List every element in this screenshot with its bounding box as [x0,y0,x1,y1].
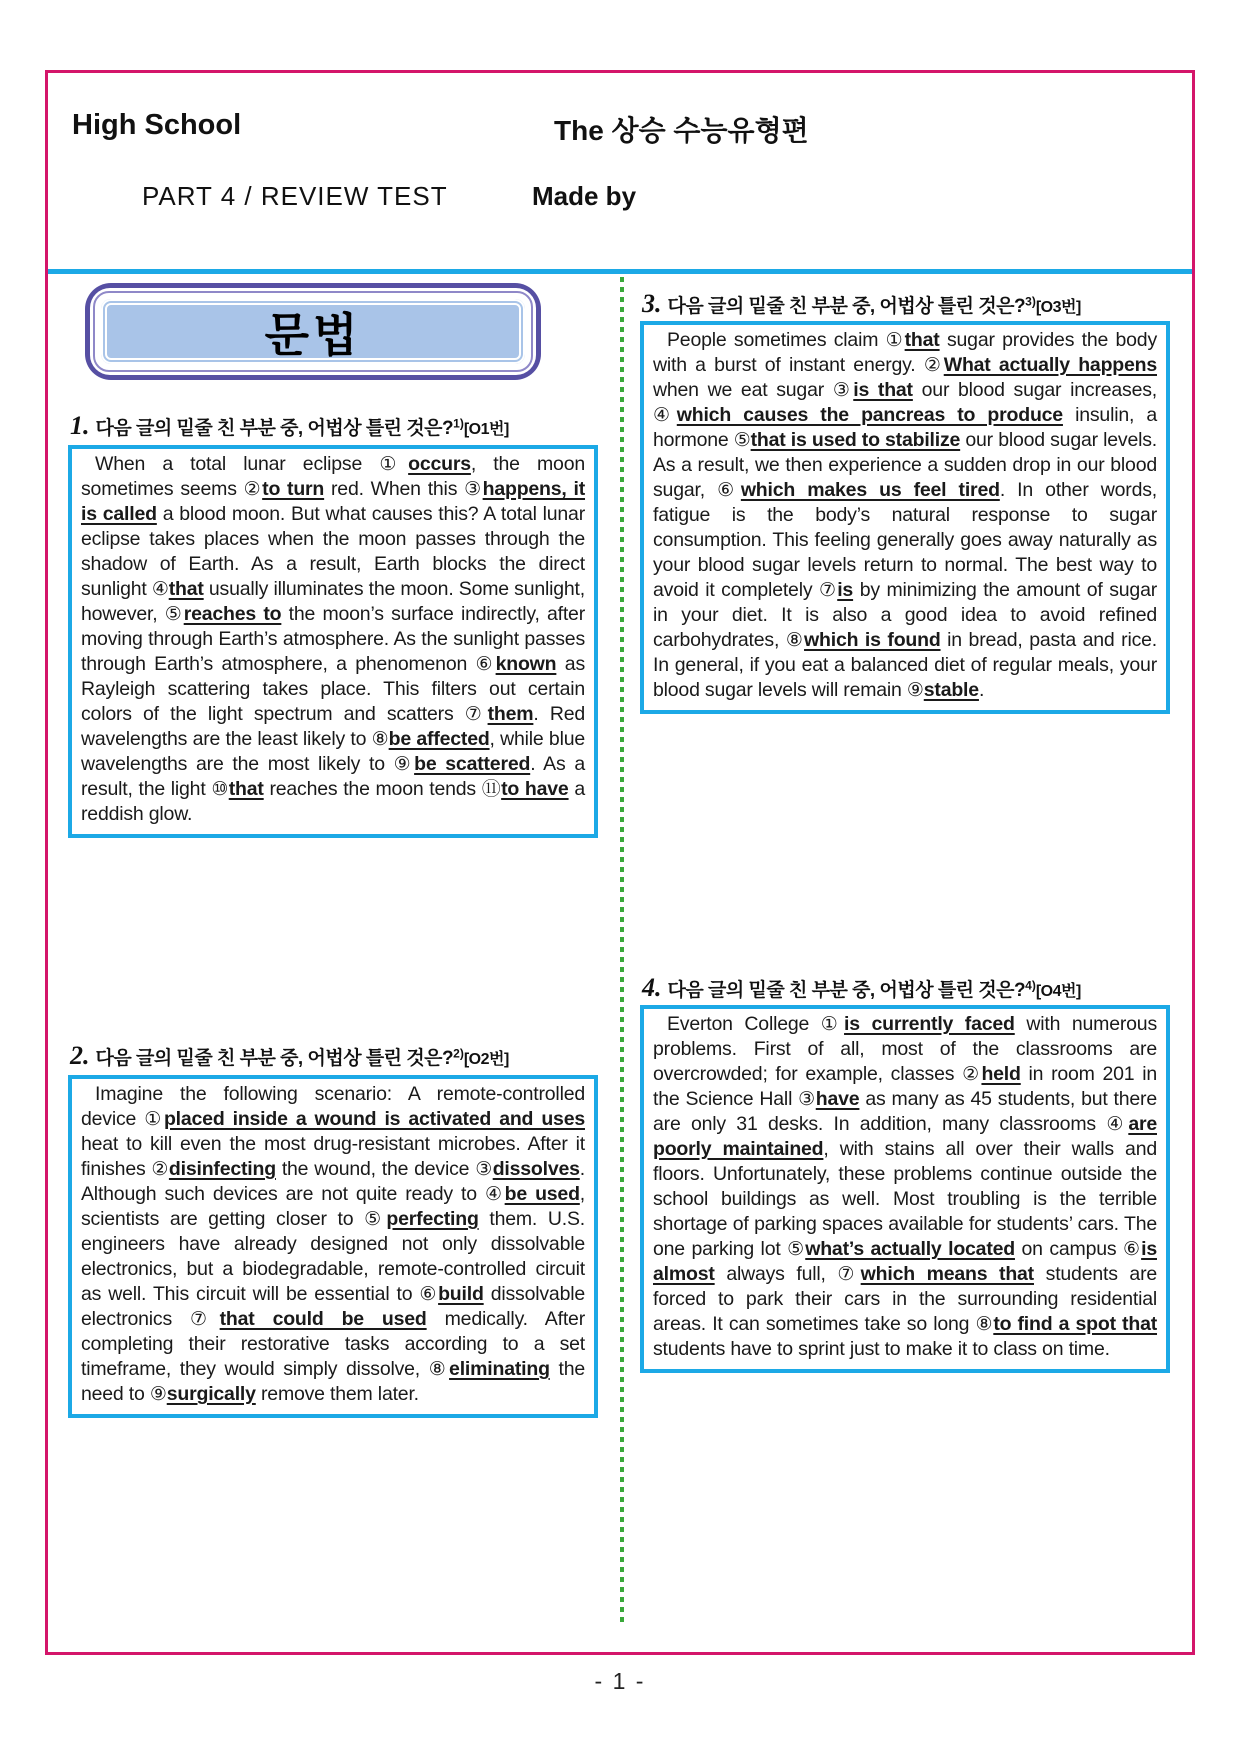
question-2-prompt: 다음 글의 밑줄 친 부분 중, 어법상 틀린 것은? [95,1048,454,1069]
question-2-footnote-mark: 2) [453,1046,464,1061]
section-title-panel [101,299,525,364]
header-series-title: The 상승 수능유형편 [554,115,809,146]
section-title-box [85,283,541,380]
question-1-passage-text: When a total lunar eclipse ①occurs, the moon sometimes seems ②to turn red. When this ③happens, it is called a blood moon. But what causes this? A total lunar eclipse takes places when the moon passes through the shadow of Earth. As a result, Earth blocks the direct sunlight ④that usually illuminates the moon. Some sunlight, however, ⑤reaches to the moon’s surface indirectly, after moving through Earth’s atmosphere. As the sunlight passes through Earth’s atmosphere, a phenomenon ⑥known as Rayleigh scattering takes place. This filters out certain colors of the light spectrum and scatters ⑦them. Red wavelengths are the least likely to ⑧be affected, while blue wavelengths are the most likely to ⑨be scattered. As a result, the light ⑩that reaches the moon tends ⑪to have a reddish glow. [81,453,586,825]
question-1-prompt: 다음 글의 밑줄 친 부분 중, 어법상 틀린 것은? [95,418,454,439]
question-4-footnote-mark: 4) [1025,978,1036,993]
question-1-header [70,411,610,441]
section-title-box-inner-ring [93,291,533,372]
question-3-passage-box [640,321,1170,714]
question-3-number: 3. [642,289,662,318]
question-2-passage-text: Imagine the following scenario: A remote-controlled device ①placed inside a wound is activated and uses heat to kill even the most drug-resistant microbes. After it finishes ②disinfecting the wound, the device ③dissolves. Although such devices are not quite ready to ④be used, scientists are getting closer to ⑤perfecting them. U.S. engineers have already designed not only dissolvable electronics, but a biodegradable, remote-controlled circuit as well. This circuit will be essential to ⑥build dissolvable electronics ⑦that could be used medically. After completing their restorative tasks according to a set timeframe, they would simply dissolve, ⑧eliminating the need to ⑨surgically remove them later. [81,1083,586,1405]
question-4-passage-box [640,1005,1170,1373]
question-4-number: 4. [642,973,662,1002]
header-divider-rule [48,269,1192,274]
question-1-footnote-mark: 1) [453,416,464,431]
question-1-number: 1. [70,411,90,440]
column-divider-dotted [620,277,624,1622]
question-3-prompt: 다음 글의 밑줄 친 부분 중, 어법상 틀린 것은? [667,296,1026,317]
question-4-prompt: 다음 글의 밑줄 친 부분 중, 어법상 틀린 것은? [667,980,1026,1001]
question-2-passage-box [68,1075,598,1418]
question-3-footnote-mark: 3) [1025,294,1036,309]
page-border-frame [45,70,1195,1655]
section-title: 문법 [264,308,362,361]
question-1-passage-box [68,445,598,838]
question-2-number: 2. [70,1041,90,1070]
question-3-source-ref: [O3번] [1035,299,1081,316]
question-3-passage-text: People sometimes claim ①that sugar provides the body with a burst of instant energy. ②What actually happens when we eat sugar ③is that our blood sugar increases, ④which causes the pancreas to produce insulin, a hormone ⑤that is used to stabilize our blood sugar levels. As a result, we then experience a sudden drop in our blood sugar, ⑥which makes us feel tired. In other words, fatigue is the body’s natural response to sugar consumption. This feeling generally goes away naturally as your blood sugar levels return to normal. The best way to avoid it completely ⑦is by minimizing the amount of sugar in your diet. It is also a good idea to avoid refined carbohydrates, ⑧which is found in bread, pasta and rice. In general, if you eat a balanced diet of regular meals, your blood sugar levels will remain ⑨stable. [653,329,1158,701]
question-4-passage-text: Everton College ①is currently faced with numerous problems. First of all, most of the classrooms are overcrowded; for example, classes ②held in room 201 in the Science Hall ③have as many as 45 students, but there are only 31 desks. In addition, many classrooms ④are poorly maintained, with stains all over their walls and floors. Unfortunately, these problems continue outside the school buildings as well. Most troubling is the terrible shortage of parking spaces available for students’ cars. The one parking lot ⑤what’s actually located on campus ⑥is almost always full, ⑦which means that students are forced to park their cars in the surrounding residential areas. It can sometimes take so long ⑧to find a spot that students have to sprint just to make it to class on time. [653,1013,1158,1360]
section-title-box-ring [90,288,536,375]
question-2-header [70,1041,610,1071]
header-made-by-label: Made by [532,181,637,211]
page-number: - 1 - [594,1668,646,1694]
question-2-source-ref: [O2번] [463,1051,509,1068]
header-part-title: PART 4 / REVIEW TEST [142,181,448,211]
question-3-header [642,289,1182,319]
question-1-source-ref: [O1번] [463,421,509,438]
question-4-source-ref: [O4번] [1035,983,1081,1000]
question-4-header [642,973,1182,1003]
header-school-title: High School [72,109,242,141]
